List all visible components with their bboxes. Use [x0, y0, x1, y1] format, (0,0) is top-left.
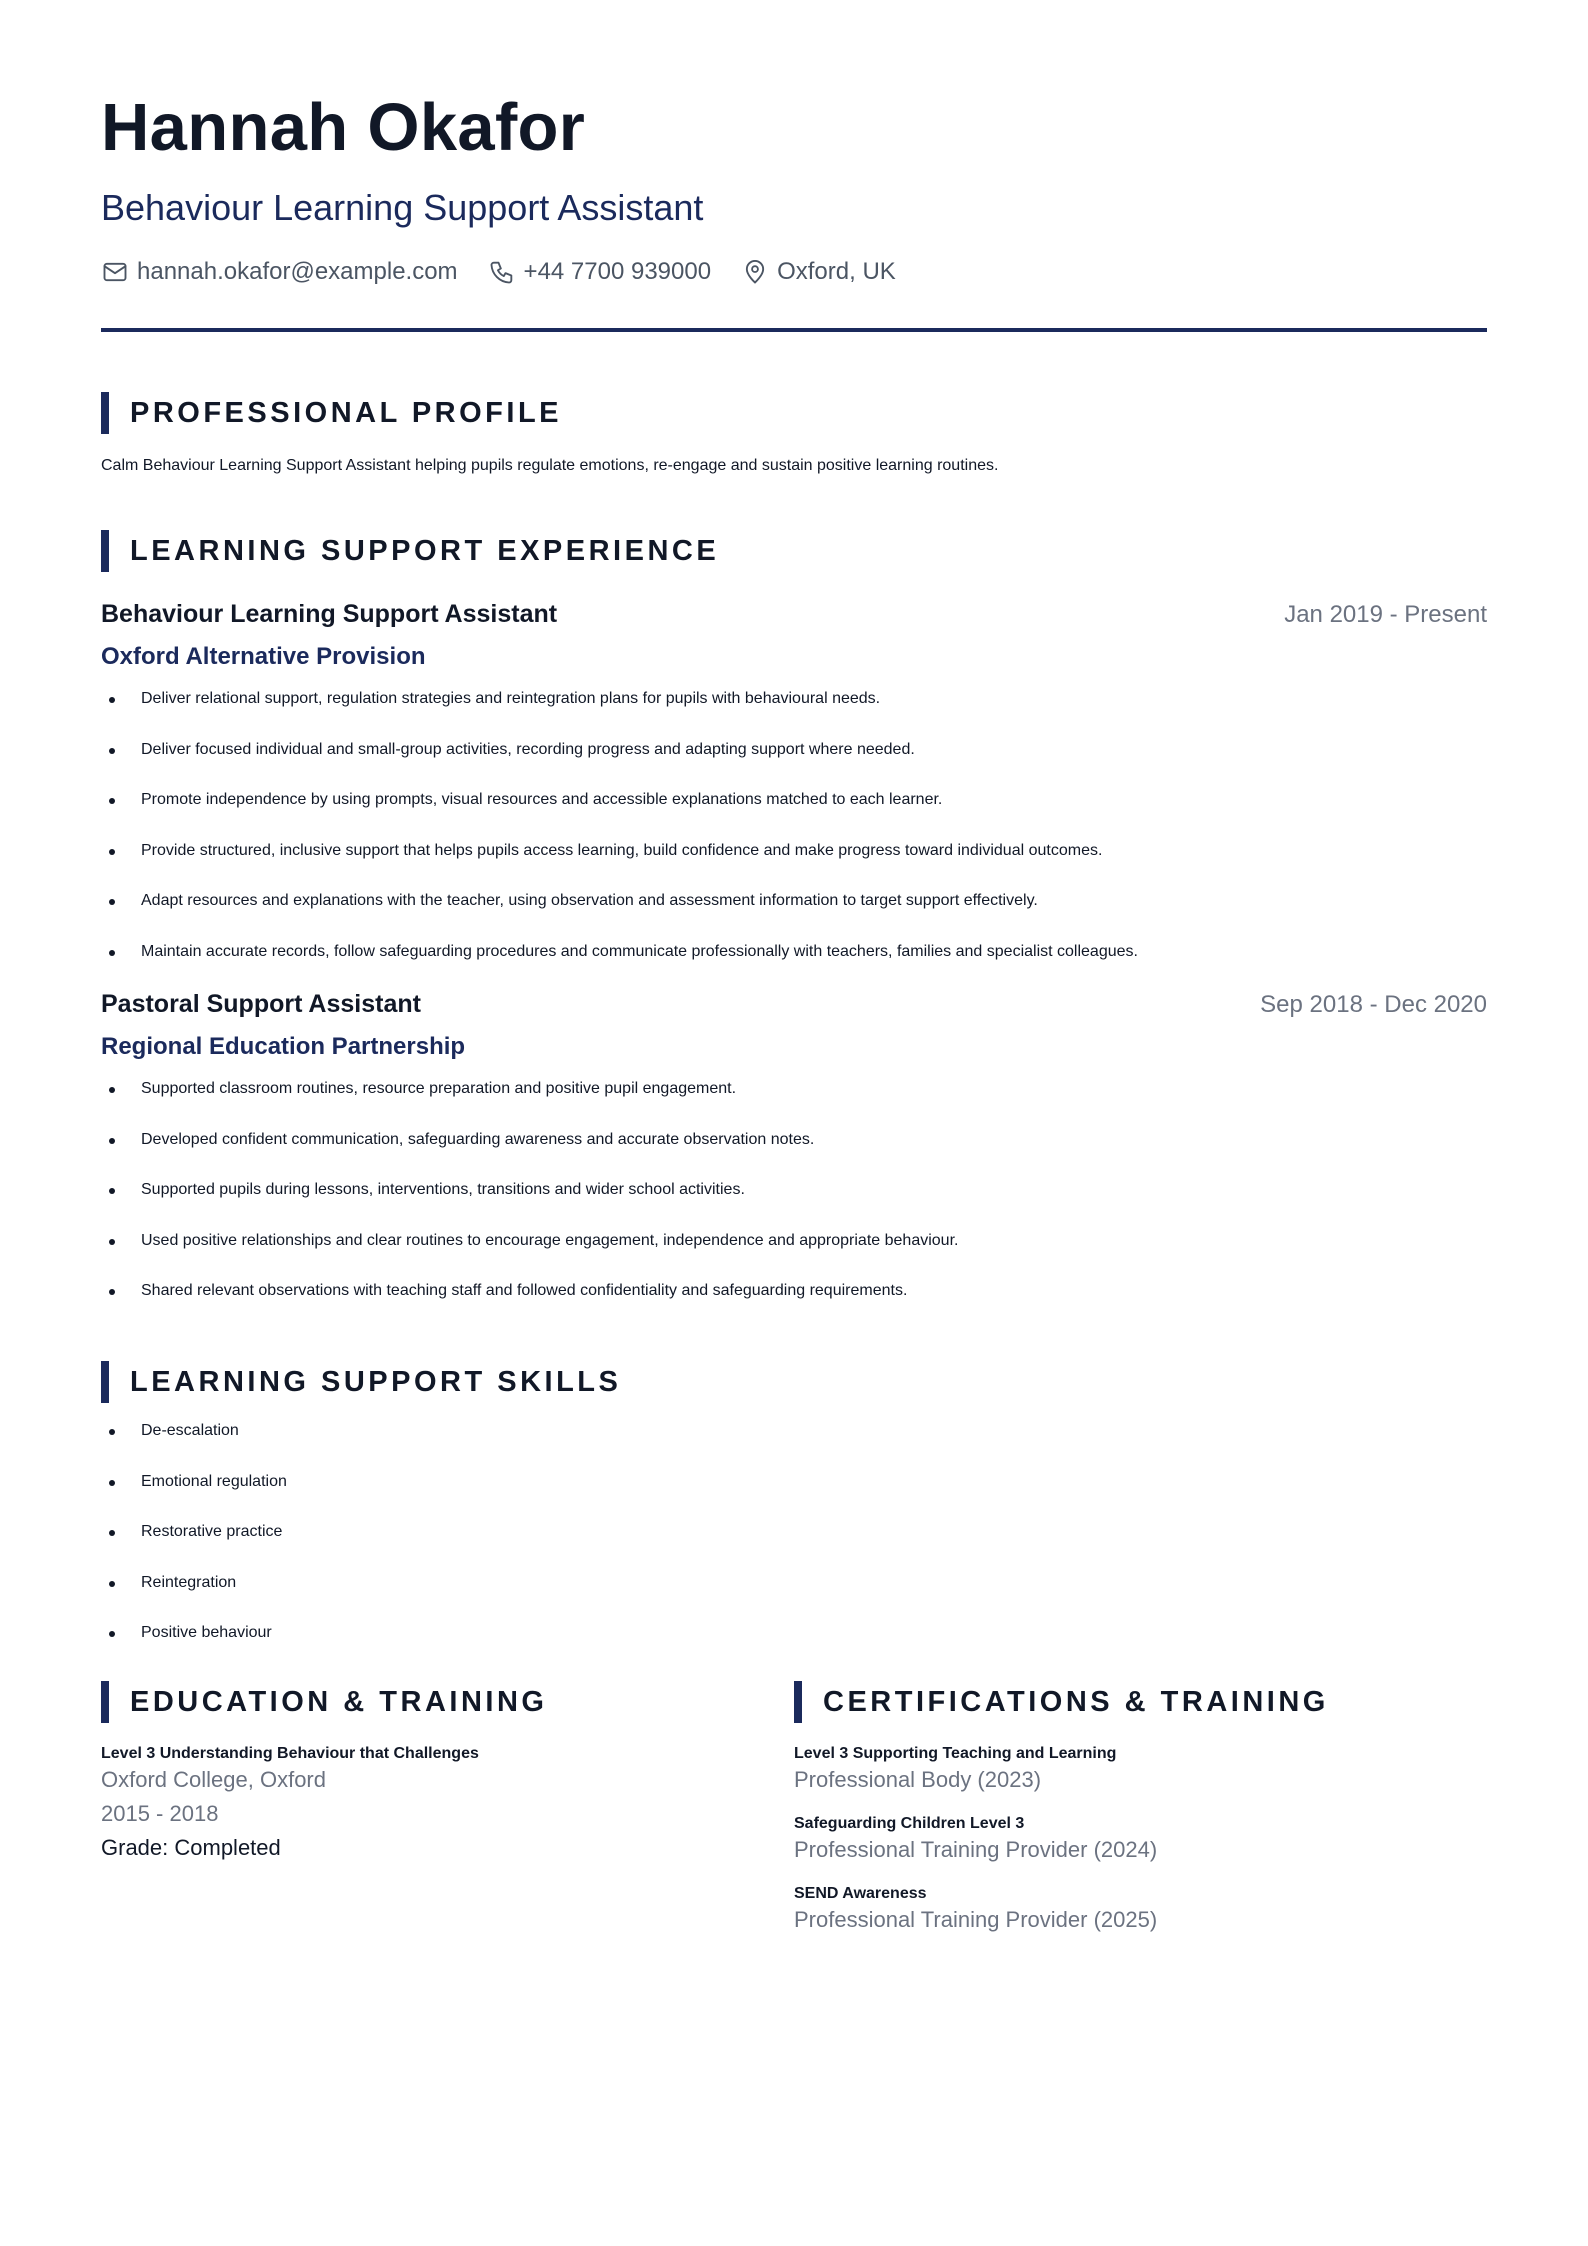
- map-pin-icon: [741, 258, 769, 286]
- certification-issuer: Professional Training Provider (2024): [794, 1837, 1158, 1862]
- bullet-item: Supported pupils during lessons, interventions, transitions and wider school activities.: [101, 1178, 1487, 1202]
- job-title: Behaviour Learning Support Assistant: [101, 600, 558, 628]
- qualification-title: Level 3 Understanding Behaviour that Challenges: [101, 1745, 479, 1762]
- certification-name: Level 3 Supporting Teaching and Learning: [794, 1745, 1117, 1762]
- skill-item: Restorative practice: [101, 1520, 1487, 1544]
- section-title: PROFESSIONAL PROFILE: [130, 396, 563, 429]
- section-title: EDUCATION & TRAINING: [130, 1685, 548, 1718]
- section-accent-bar: [101, 1361, 109, 1403]
- certifications-section: [794, 1681, 1487, 1953]
- location-text: Oxford, UK: [777, 258, 896, 285]
- section-accent-bar: [794, 1681, 802, 1723]
- candidate-name: Hannah Okafor: [101, 90, 586, 165]
- phone-text: +44 7700 939000: [523, 258, 712, 285]
- certification-name: SEND Awareness: [794, 1885, 927, 1902]
- bullet-item: Promote independence by using prompts, visual resources and accessible explanations matched to each learner.: [101, 788, 1487, 812]
- section-accent-bar: [101, 392, 109, 434]
- section-accent-bar: [101, 530, 109, 572]
- bullet-item: Provide structured, inclusive support that helps pupils access learning, build confidence and make progress toward individual outcomes.: [101, 839, 1487, 863]
- certification-issuer: Professional Training Provider (2025): [794, 1907, 1158, 1932]
- bullet-item: Deliver relational support, regulation strategies and reintegration plans for pupils with behavioural needs.: [101, 687, 1487, 711]
- job-entry: [101, 990, 1487, 1303]
- skill-item: De-escalation: [101, 1419, 1487, 1443]
- certification-name: Safeguarding Children Level 3: [794, 1815, 1025, 1832]
- profile-summary: Calm Behaviour Learning Support Assistant helping pupils regulate emotions, re-engage and sustain positive learning routines.: [101, 457, 999, 474]
- education-grade: Grade: Completed: [101, 1835, 281, 1860]
- section-title: LEARNING SUPPORT SKILLS: [130, 1365, 622, 1398]
- certification-entry: [794, 1813, 1487, 1865]
- section-heading: [794, 1681, 1487, 1723]
- bullet-item: Adapt resources and explanations with the teacher, using observation and assessment information to target support effectively.: [101, 889, 1487, 913]
- section-heading: [101, 1361, 1487, 1403]
- job-bullets: [101, 687, 1487, 964]
- job-dates: Jan 2019 - Present: [1284, 601, 1487, 628]
- contact-location: [741, 258, 896, 286]
- education-years: 2015 - 2018: [101, 1801, 219, 1826]
- job-entry: [101, 600, 1487, 964]
- skills-section: [101, 1361, 1487, 1645]
- candidate-role: Behaviour Learning Support Assistant: [101, 187, 704, 228]
- section-accent-bar: [101, 1681, 109, 1723]
- email-text: hannah.okafor@example.com: [137, 258, 458, 285]
- education-entry: [101, 1743, 794, 1863]
- bullet-item: Maintain accurate records, follow safeguarding procedures and communicate professionally with teachers, families and specialist colleagues.: [101, 940, 1487, 964]
- certifications-list: [794, 1743, 1487, 1935]
- section-heading: [101, 1681, 794, 1723]
- job-bullets: [101, 1077, 1487, 1303]
- experience-section: [101, 530, 1487, 1303]
- job-organisation: Regional Education Partnership: [101, 1033, 466, 1060]
- section-heading: [101, 530, 1487, 572]
- section-title: CERTIFICATIONS & TRAINING: [823, 1685, 1329, 1718]
- section-heading: [101, 392, 1487, 434]
- education-certifications-row: [101, 1681, 1487, 1953]
- job-title: Pastoral Support Assistant: [101, 990, 421, 1018]
- bullet-item: Shared relevant observations with teaching staff and followed confidentiality and safeguarding requirements.: [101, 1279, 1487, 1303]
- job-header: [101, 990, 1487, 1019]
- institution: Oxford College, Oxford: [101, 1767, 326, 1792]
- skills-list: [101, 1419, 1487, 1645]
- certification-entry: [794, 1743, 1487, 1795]
- bullet-item: Developed confident communication, safeguarding awareness and accurate observation notes.: [101, 1128, 1487, 1152]
- job-dates: Sep 2018 - Dec 2020: [1260, 991, 1487, 1018]
- certification-issuer: Professional Body (2023): [794, 1767, 1042, 1792]
- mail-icon: [101, 258, 129, 286]
- skill-item: Positive behaviour: [101, 1621, 1487, 1645]
- skill-item: Reintegration: [101, 1571, 1487, 1595]
- bullet-item: Supported classroom routines, resource preparation and positive pupil engagement.: [101, 1077, 1487, 1101]
- section-title: LEARNING SUPPORT EXPERIENCE: [130, 534, 720, 567]
- contact-row: [101, 258, 1487, 286]
- job-header: [101, 600, 1487, 629]
- header-divider: [101, 328, 1487, 332]
- skill-item: Emotional regulation: [101, 1470, 1487, 1494]
- contact-phone[interactable]: [488, 258, 712, 286]
- bullet-item: Used positive relationships and clear routines to encourage engagement, independence and appropriate behaviour.: [101, 1229, 1487, 1253]
- education-section: [101, 1681, 794, 1953]
- contact-email[interactable]: [101, 258, 458, 286]
- phone-icon: [488, 258, 516, 286]
- profile-section: [101, 392, 1487, 478]
- certification-entry: [794, 1883, 1487, 1935]
- bullet-item: Deliver focused individual and small-group activities, recording progress and adapting support where needed.: [101, 738, 1487, 762]
- job-organisation: Oxford Alternative Provision: [101, 643, 426, 670]
